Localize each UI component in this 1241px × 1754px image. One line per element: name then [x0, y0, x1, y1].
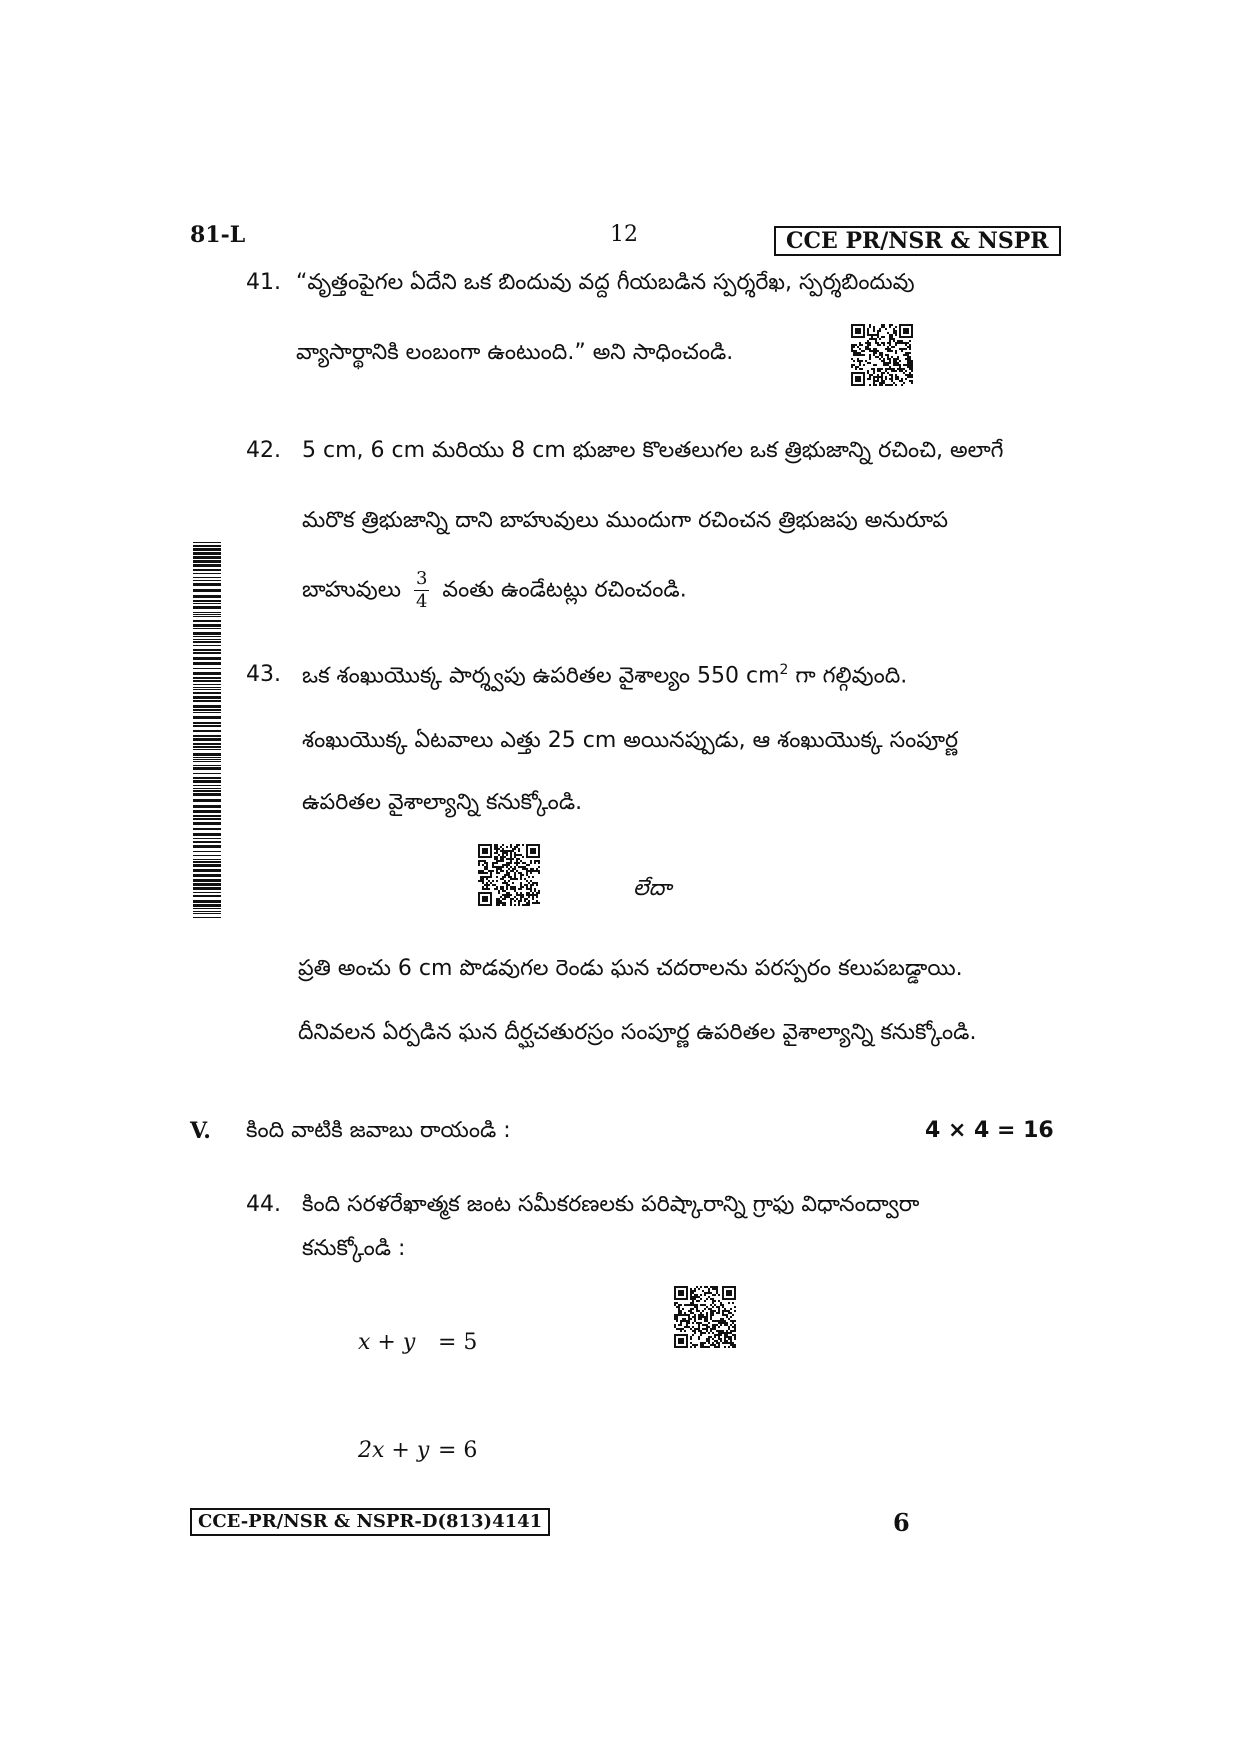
- question-text: శంఖుయొక్క ఏటవాలు ఎత్తు 25 cm అయినప్పుడు, ఆ శంఖుయొక్క సంపూర్ణ: [302, 728, 959, 753]
- question-number: 42.: [246, 438, 281, 463]
- barcode-icon: [193, 542, 221, 918]
- or-separator: లేదా: [633, 876, 672, 901]
- question-text: కింది సరళరేఖాత్మక జంట సమీకరణలకు పరిష్కారాన్ని గ్రాఫు విధానంద్వారా: [302, 1192, 920, 1217]
- fraction-denominator: 4: [415, 591, 428, 612]
- question-number: 44.: [246, 1192, 281, 1217]
- equation-1-rhs: = 5: [438, 1330, 478, 1355]
- question-number: 41.: [246, 270, 281, 295]
- footer-code: CCE-PR/NSR & NSPR-D(813)4141: [190, 1508, 550, 1536]
- question-text: ప్రతి అంచు 6 cm పొడవుగల రెండు ఘన చదరాలను పరస్పరం కలుపబడ్డాయి.: [298, 956, 963, 981]
- qr-code-icon: [851, 324, 913, 386]
- page-number: 6: [893, 1508, 910, 1537]
- equation-1-lhs: x + y: [358, 1330, 416, 1355]
- question-text-part: వంతు ఉండేటట్లు రచించండి.: [442, 577, 687, 603]
- qr-code-icon: [674, 1286, 736, 1348]
- paper-code: 81-L: [190, 222, 246, 248]
- question-text-part: ఒక శంఖుయొక్క పార్శ్వపు ఉపరితల వైశాల్యం 550 cm: [302, 663, 780, 689]
- header-boxed-title: CCE PR/NSR & NSPR: [774, 226, 1061, 256]
- question-text: కనుక్కోండి :: [302, 1236, 406, 1261]
- question-text: [302, 662, 907, 693]
- question-text-part: బాహువులు: [302, 577, 401, 603]
- section-instruction: కింది వాటికి జవాబు రాయండి :: [246, 1118, 511, 1143]
- equation-2-rhs: = 6: [438, 1438, 478, 1463]
- question-text: “వృత్తంపైగల ఏదేని ఒక బిందువు వద్ద గీయబడిన స్పర్శరేఖ, స్పర్శబిందువు: [296, 270, 915, 295]
- question-text: [302, 568, 687, 613]
- question-text: ఉపరితల వైశాల్యాన్ని కనుక్కోండి.: [302, 790, 583, 815]
- superscript: 2: [779, 662, 789, 678]
- qr-code-icon: [478, 844, 540, 906]
- section-label: V.: [190, 1118, 211, 1144]
- fraction: [414, 568, 429, 613]
- question-text: 5 cm, 6 cm మరియు 8 cm భుజాల కొలతలుగల ఒక త్రిభుజాన్ని రచించి, అలాగే: [302, 438, 1004, 463]
- question-text: మరొక త్రిభుజాన్ని దాని బాహువులు ముందుగా రచించన త్రిభుజపు అనురూప: [302, 508, 949, 533]
- question-text-part: గా గల్గివుంది.: [788, 663, 908, 689]
- section-marks: 4 × 4 = 16: [925, 1118, 1054, 1143]
- sheet-number: 12: [610, 222, 638, 247]
- question-text: దీనివలన ఏర్పడిన ఘన దీర్ఘచతురస్రం సంపూర్ణ ఉపరితల వైశాల్యాన్ని కనుక్కోండి.: [298, 1020, 977, 1045]
- equation-2-lhs: 2x + y: [358, 1438, 430, 1463]
- question-text: వ్యాసార్థానికి లంబంగా ఉంటుంది.” అని సాధించండి.: [296, 340, 734, 365]
- fraction-numerator: 3: [415, 568, 428, 589]
- question-number: 43.: [246, 662, 281, 687]
